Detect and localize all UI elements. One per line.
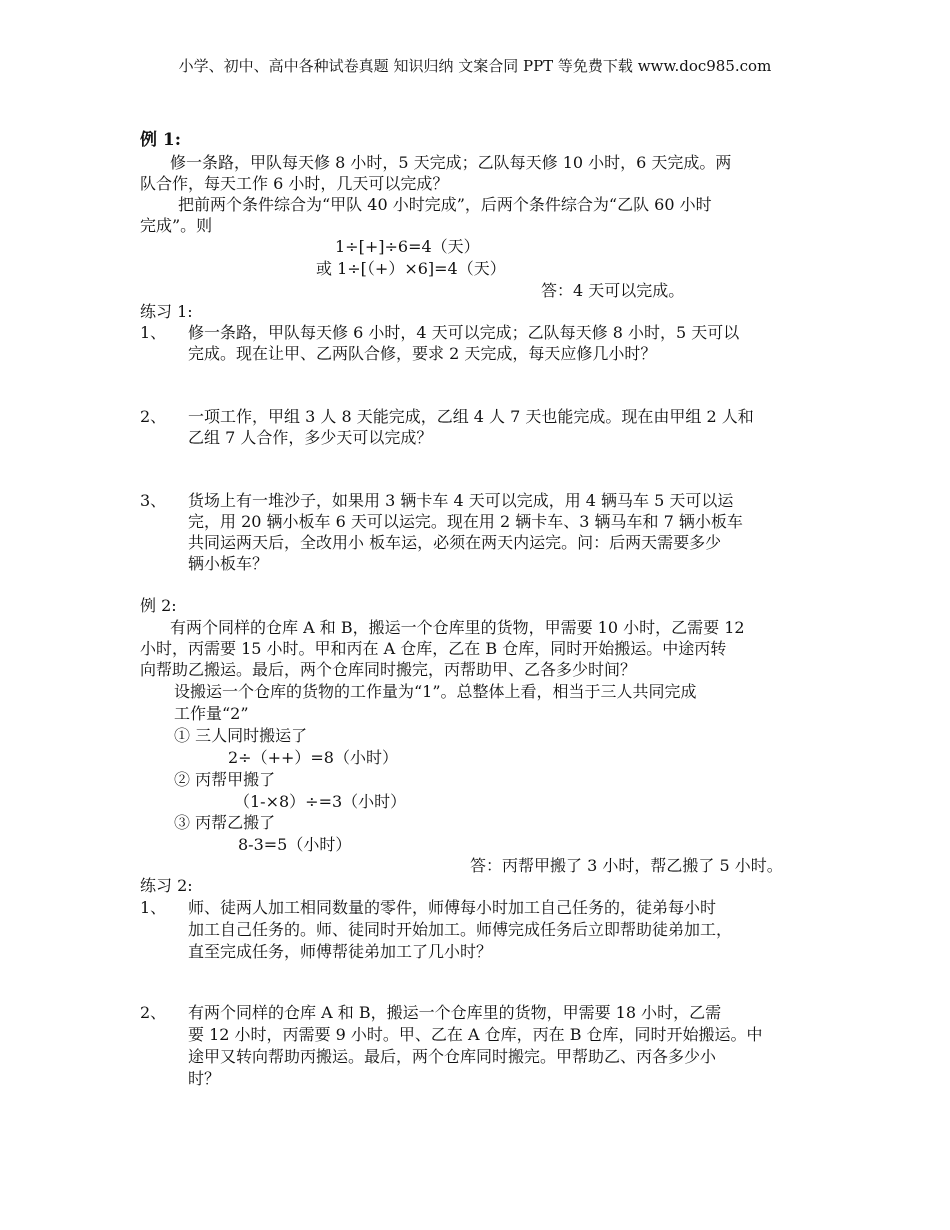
example-2-step-3-formula: 8-3=5（小时） <box>238 835 352 854</box>
example-1-formula: 1÷[+]÷6=4（天） <box>335 237 480 256</box>
example-2-step-1-formula: 2÷（++）=8（小时） <box>228 748 398 767</box>
practice-2-item-line: 时？ <box>188 1069 221 1088</box>
practice-1-item-line: 完成。现在让甲、乙两队合修，要求 2 天完成，每天应修几小时？ <box>188 344 657 363</box>
practice-1-item-line: 货场上有一堆沙子，如果用 3 辆卡车 4 天可以完成，用 4 辆马车 5 天可以运 <box>188 491 734 510</box>
practice-2-item-line: 途甲又转向帮助丙搬运。最后，两个仓库同时搬完。甲帮助乙、丙各多少小 <box>188 1047 717 1066</box>
example-2-problem-line: 有两个同样的仓库 A 和 B，搬运一个仓库里的货物，甲需要 10 小时，乙需要 12 <box>170 618 745 637</box>
practice-1-item-line: 修一条路，甲队每天修 6 小时，4 天可以完成；乙队每天修 8 小时，5 天可以 <box>188 323 740 342</box>
example-2-title: 例 2: <box>140 596 177 615</box>
example-2-problem-line: 向帮助乙搬运。最后，两个仓库同时搬完，丙帮助甲、乙各多少时间？ <box>140 660 637 679</box>
example-2-explain-line: 设搬运一个仓库的货物的工作量为“1”。总整体上看，相当于三人共同完成 <box>174 682 697 701</box>
practice-1-item-line: 完，用 20 辆小板车 6 天可以运完。现在用 2 辆卡车、3 辆马车和 7 辆小板车 <box>188 512 743 531</box>
page-header: 小学、初中、高中各种试卷真题 知识归纳 文案合同 PPT 等免费下载 www.doc985.com <box>178 57 772 75</box>
practice-2-item-line: 要 12 小时，丙需要 9 小时。甲、乙在 A 仓库，丙在 B 仓库，同时开始搬运。中 <box>188 1025 763 1044</box>
practice-2-item-line: 师、徒两人加工相同数量的零件，师傅每小时加工自己任务的，徒弟每小时 <box>188 898 717 917</box>
practice-2-title: 练习 2: <box>140 876 193 895</box>
practice-1-item-number: 3、 <box>140 491 167 510</box>
practice-2-item-line: 有两个同样的仓库 A 和 B，搬运一个仓库里的货物，甲需要 18 小时，乙需 <box>188 1003 722 1022</box>
practice-1-item-number: 2、 <box>140 407 167 426</box>
example-1-problem-line: 修一条路，甲队每天修 8 小时，5 天完成；乙队每天修 10 小时，6 天完成。两 <box>170 153 732 172</box>
example-1-formula-alt: 或 1÷[（+）×6]=4（天） <box>316 259 506 278</box>
practice-1-item-line: 共同运两天后，全改用小 板车运，必须在两天内运完。问：后两天需要多少 <box>188 533 722 552</box>
example-2-explain-line: 工作量“2” <box>174 704 249 723</box>
example-2-problem-line: 小时，丙需要 15 小时。甲和丙在 A 仓库，乙在 B 仓库，同时开始搬运。中途丙转 <box>140 639 727 658</box>
practice-1-item-line: 乙组 7 人合作，多少天可以完成？ <box>188 428 433 447</box>
practice-1-item-number: 1、 <box>140 323 167 342</box>
example-2-step-1-label: ① 三人同时搬运了 <box>174 726 308 745</box>
example-1-explain-line: 完成”。则 <box>140 216 213 235</box>
practice-2-item-line: 加工自己任务的。师、徒同时开始加工。师傅完成任务后立即帮助徒弟加工， <box>188 920 733 939</box>
practice-2-item-line: 直至完成任务，师傅帮徒弟加工了几小时？ <box>188 942 493 961</box>
example-2-step-2-formula: （1-×8）÷=3（小时） <box>234 792 407 811</box>
practice-2-item-number: 1、 <box>140 898 167 917</box>
practice-1-item-line: 一项工作，甲组 3 人 8 天能完成，乙组 4 人 7 天也能完成。现在由甲组 2 人和 <box>188 407 754 426</box>
practice-1-title: 练习 1: <box>140 302 193 321</box>
practice-2-item-number: 2、 <box>140 1003 167 1022</box>
example-2-answer: 答：丙帮甲搬了 3 小时，帮乙搬了 5 小时。 <box>470 856 783 875</box>
example-1-answer: 答：4 天可以完成。 <box>541 281 685 300</box>
example-2-step-3-label: ③ 丙帮乙搬了 <box>174 813 276 832</box>
example-1-title: 例 1: <box>140 130 182 150</box>
practice-1-item-line: 辆小板车？ <box>188 554 269 573</box>
example-1-explain-line: 把前两个条件综合为“甲队 40 小时完成”，后两个条件综合为“乙队 60 小时 <box>178 195 712 214</box>
example-1-problem-line: 队合作，每天工作 6 小时，几天可以完成？ <box>140 174 449 193</box>
example-2-step-2-label: ② 丙帮甲搬了 <box>174 770 276 789</box>
